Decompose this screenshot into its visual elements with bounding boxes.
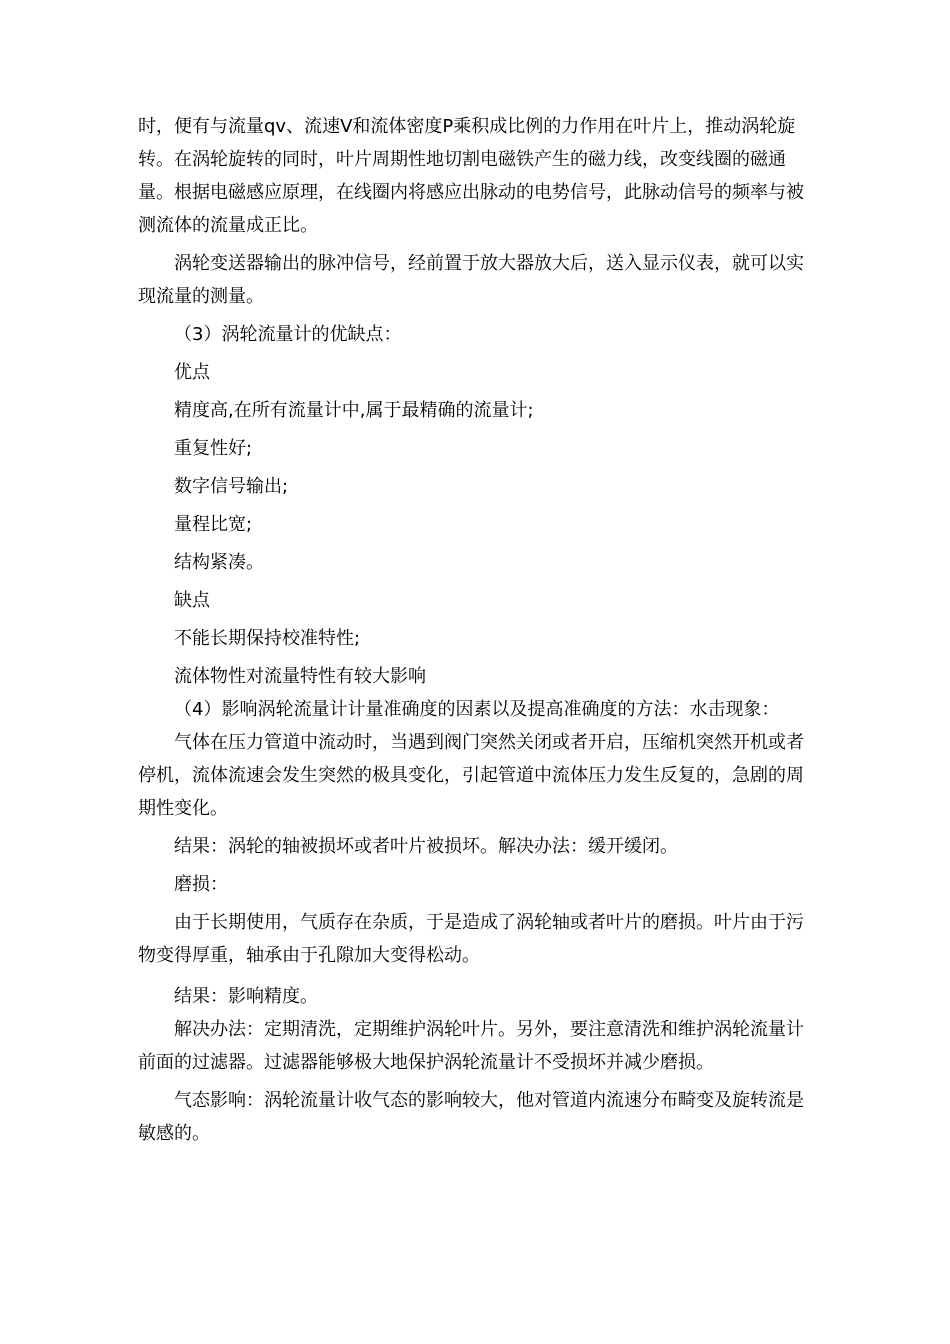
document-page [138, 110, 814, 1150]
heading-disadvantages: 缺点 [174, 590, 210, 611]
advantage-item: 数字信号输出; [174, 476, 289, 497]
advantage-item: 精度高,在所有流量计中,属于最精确的流量计; [174, 400, 534, 421]
paragraph-wear: 由于长期使用，气质存在杂质，于是造成了涡轮轴或者叶片的磨损。叶片由于污物变得厚重，轴承由于孔隙加大变得松动。 [138, 912, 804, 966]
paragraph-transmitter: 涡轮变送器输出的脉冲信号，经前置于放大器放大后，送入显示仪表，就可以实现流量的测量。 [138, 253, 804, 307]
heading-advantages: 优点 [174, 362, 210, 383]
paragraph-water-hammer: 气体在压力管道中流动时，当遇到阀门突然关闭或者开启，压缩机突然开机或者停机，流体流速会发生突然的极具变化，引起管道中流体压力发生反复的，急剧的周期性变化。 [138, 732, 804, 819]
paragraph-gas-state: 气态影响：涡轮流量计收气态的影响较大，他对管道内流速分布畸变及旋转流是敏感的。 [138, 1090, 804, 1144]
advantage-item: 结构紧凑。 [174, 552, 264, 573]
heading-wear: 磨损： [174, 874, 228, 895]
disadvantage-item: 不能长期保持校准特性; [174, 628, 361, 649]
advantage-item: 重复性好; [174, 438, 253, 459]
heading-pros-cons: （3）涡轮流量计的优缺点： [174, 324, 402, 345]
paragraph-wear-result: 结果：影响精度。 [174, 986, 318, 1007]
paragraph-principle: 时，便有与流量qv、流速V和流体密度P乘积成比例的力作用在叶片上，推动涡轮旋转。在涡轮旋转的同时，叶片周期性地切割电磁铁产生的磁力线，改变线圈的磁通量。根据电磁感应原理，在线圈内将感应出脉动的电势信号，此脉动信号的频率与被测流体的流量成正比。 [138, 116, 804, 236]
paragraph-water-hammer-result: 结果：涡轮的轴被损坏或者叶片被损坏。解决办法：缓开缓闭。 [174, 836, 678, 857]
disadvantage-item: 流体物性对流量特性有较大影响 [174, 666, 426, 687]
advantage-item: 量程比宽; [174, 514, 253, 535]
paragraph-wear-solution: 解决办法：定期清洗，定期维护涡轮叶片。另外，要注意清洗和维护涡轮流量计前面的过滤器。过滤器能够极大地保护涡轮流量计不受损坏并减少磨损。 [138, 1019, 804, 1073]
heading-accuracy-factors: （4）影响涡轮流量计计量准确度的因素以及提高准确度的方法：水击现象： [174, 699, 780, 720]
